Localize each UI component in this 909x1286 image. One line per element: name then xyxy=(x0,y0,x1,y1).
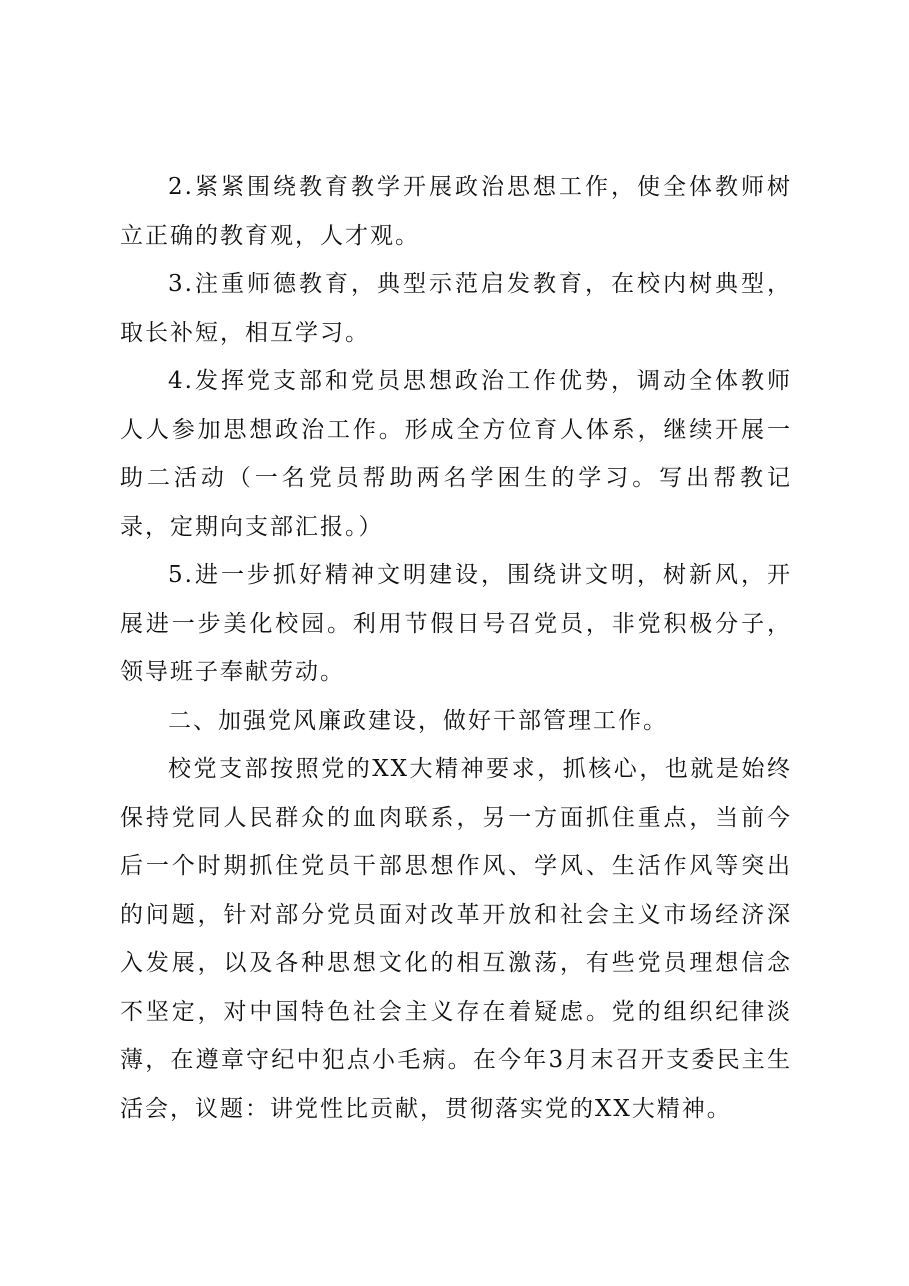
paragraph-item-3: 3.注重师德教育，典型示范启发教育，在校内树典型，取长补短，相互学习。 xyxy=(120,271,792,346)
document-body xyxy=(120,163,792,1133)
paragraph-item-2: 2.紧紧围绕教育教学开展政治思想工作，使全体教师树立正确的教育观，人才观。 xyxy=(120,174,792,249)
paragraph-item-4: 4.发挥党支部和党员思想政治工作优势，调动全体教师人人参加思想政治工作。形成全方位育人体系，继续开展一助二活动（一名党员帮助两名学困生的学习。写出帮教记录，定期向支部汇报。） xyxy=(120,368,792,540)
body-paragraph: 校党支部按照党的XX大精神要求，抓核心，也就是始终保持党同人民群众的血肉联系，另一方面抓住重点，当前今后一个时期抓住党员干部思想作风、学风、生活作风等突出的问题，针对部分党员面对改革开放和社会主义市场经济深入发展，以及各种思想文化的相互激荡，有些党员理想信念不坚定，对中国特色社会主义存在着疑虑。党的组织纪律淡薄，在遵章守纪中犯点小毛病。在今年3月末召开支委民主生活会，议题：讲党性比贡献，贯彻落实党的XX大精神。 xyxy=(120,756,792,1122)
paragraph-item-5: 5.进一步抓好精神文明建设，围绕讲文明，树新风，开展进一步美化校园。利用节假日号召党员，非党积极分子，领导班子奉献劳动。 xyxy=(120,562,792,685)
section-heading-2: 二、加强党风廉政建设，做好干部管理工作。 xyxy=(168,707,668,734)
